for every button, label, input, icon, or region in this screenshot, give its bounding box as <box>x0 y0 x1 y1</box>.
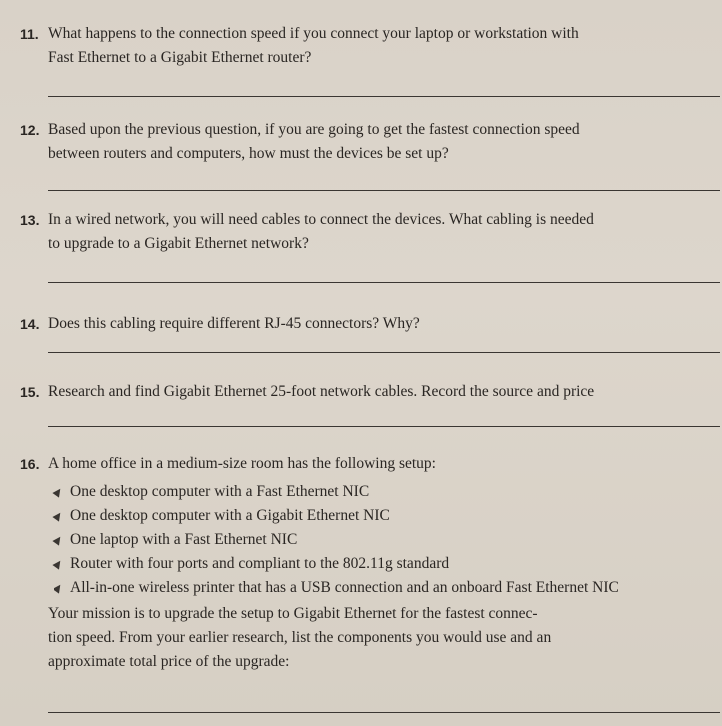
question-14 <box>20 312 716 336</box>
answer-line[interactable] <box>48 352 720 353</box>
question-text-line: Does this cabling require different RJ-45 connectors? Why? <box>48 315 420 332</box>
question-text-line: What happens to the connection speed if you connect your laptop or workstation with <box>48 25 579 42</box>
question-15 <box>20 380 716 404</box>
answer-line[interactable] <box>48 712 720 713</box>
triangle-bullet-icon <box>52 558 63 569</box>
question-16 <box>20 452 716 674</box>
question-text-line: tion speed. From your earlier research, list the components you would use and an <box>48 629 552 646</box>
question-text-line: to upgrade to a Gigabit Ethernet network? <box>48 235 309 252</box>
question-number: 15. <box>20 384 40 400</box>
triangle-bullet-icon <box>54 582 64 593</box>
question-number: 14. <box>20 316 40 332</box>
question-text-line: between routers and computers, how must the devices be set up? <box>48 145 449 162</box>
triangle-bullet-icon <box>52 534 63 545</box>
answer-line[interactable] <box>48 426 720 427</box>
question-text-line: Your mission is to upgrade the setup to Gigabit Ethernet for the fastest connec- <box>48 605 538 622</box>
question-number: 16. <box>20 456 40 472</box>
question-text-line: approximate total price of the upgrade: <box>48 653 290 670</box>
bullet-item: One desktop computer with a Fast Ethernet NIC <box>54 480 716 504</box>
question-number: 11. <box>20 26 39 42</box>
question-12 <box>20 118 716 166</box>
bullet-item: Router with four ports and compliant to the 802.11g standard <box>54 552 716 576</box>
question-text-line: In a wired network, you will need cables to connect the devices. What cabling is needed <box>48 211 594 228</box>
answer-line[interactable] <box>48 282 720 283</box>
answer-line[interactable] <box>48 96 720 97</box>
question-text-line: Research and find Gigabit Ethernet 25-foot network cables. Record the source and price <box>48 383 595 400</box>
triangle-bullet-icon <box>52 486 63 497</box>
question-text-line: Based upon the previous question, if you are going to get the fastest connection speed <box>48 121 580 138</box>
question-13 <box>20 208 716 256</box>
bullet-item: One laptop with a Fast Ethernet NIC <box>54 528 716 552</box>
question-number: 12. <box>20 122 40 138</box>
question-text-line: A home office in a medium-size room has the following setup: <box>48 455 436 472</box>
answer-line[interactable] <box>48 190 720 191</box>
question-11 <box>20 22 716 70</box>
question-text-line: Fast Ethernet to a Gigabit Ethernet router? <box>48 49 312 66</box>
question-number: 13. <box>20 212 40 228</box>
triangle-bullet-icon <box>52 510 63 521</box>
bullet-item: All-in-one wireless printer that has a USB connection and an onboard Fast Ethernet NIC <box>54 576 716 600</box>
bullet-item: One desktop computer with a Gigabit Ethernet NIC <box>54 504 716 528</box>
